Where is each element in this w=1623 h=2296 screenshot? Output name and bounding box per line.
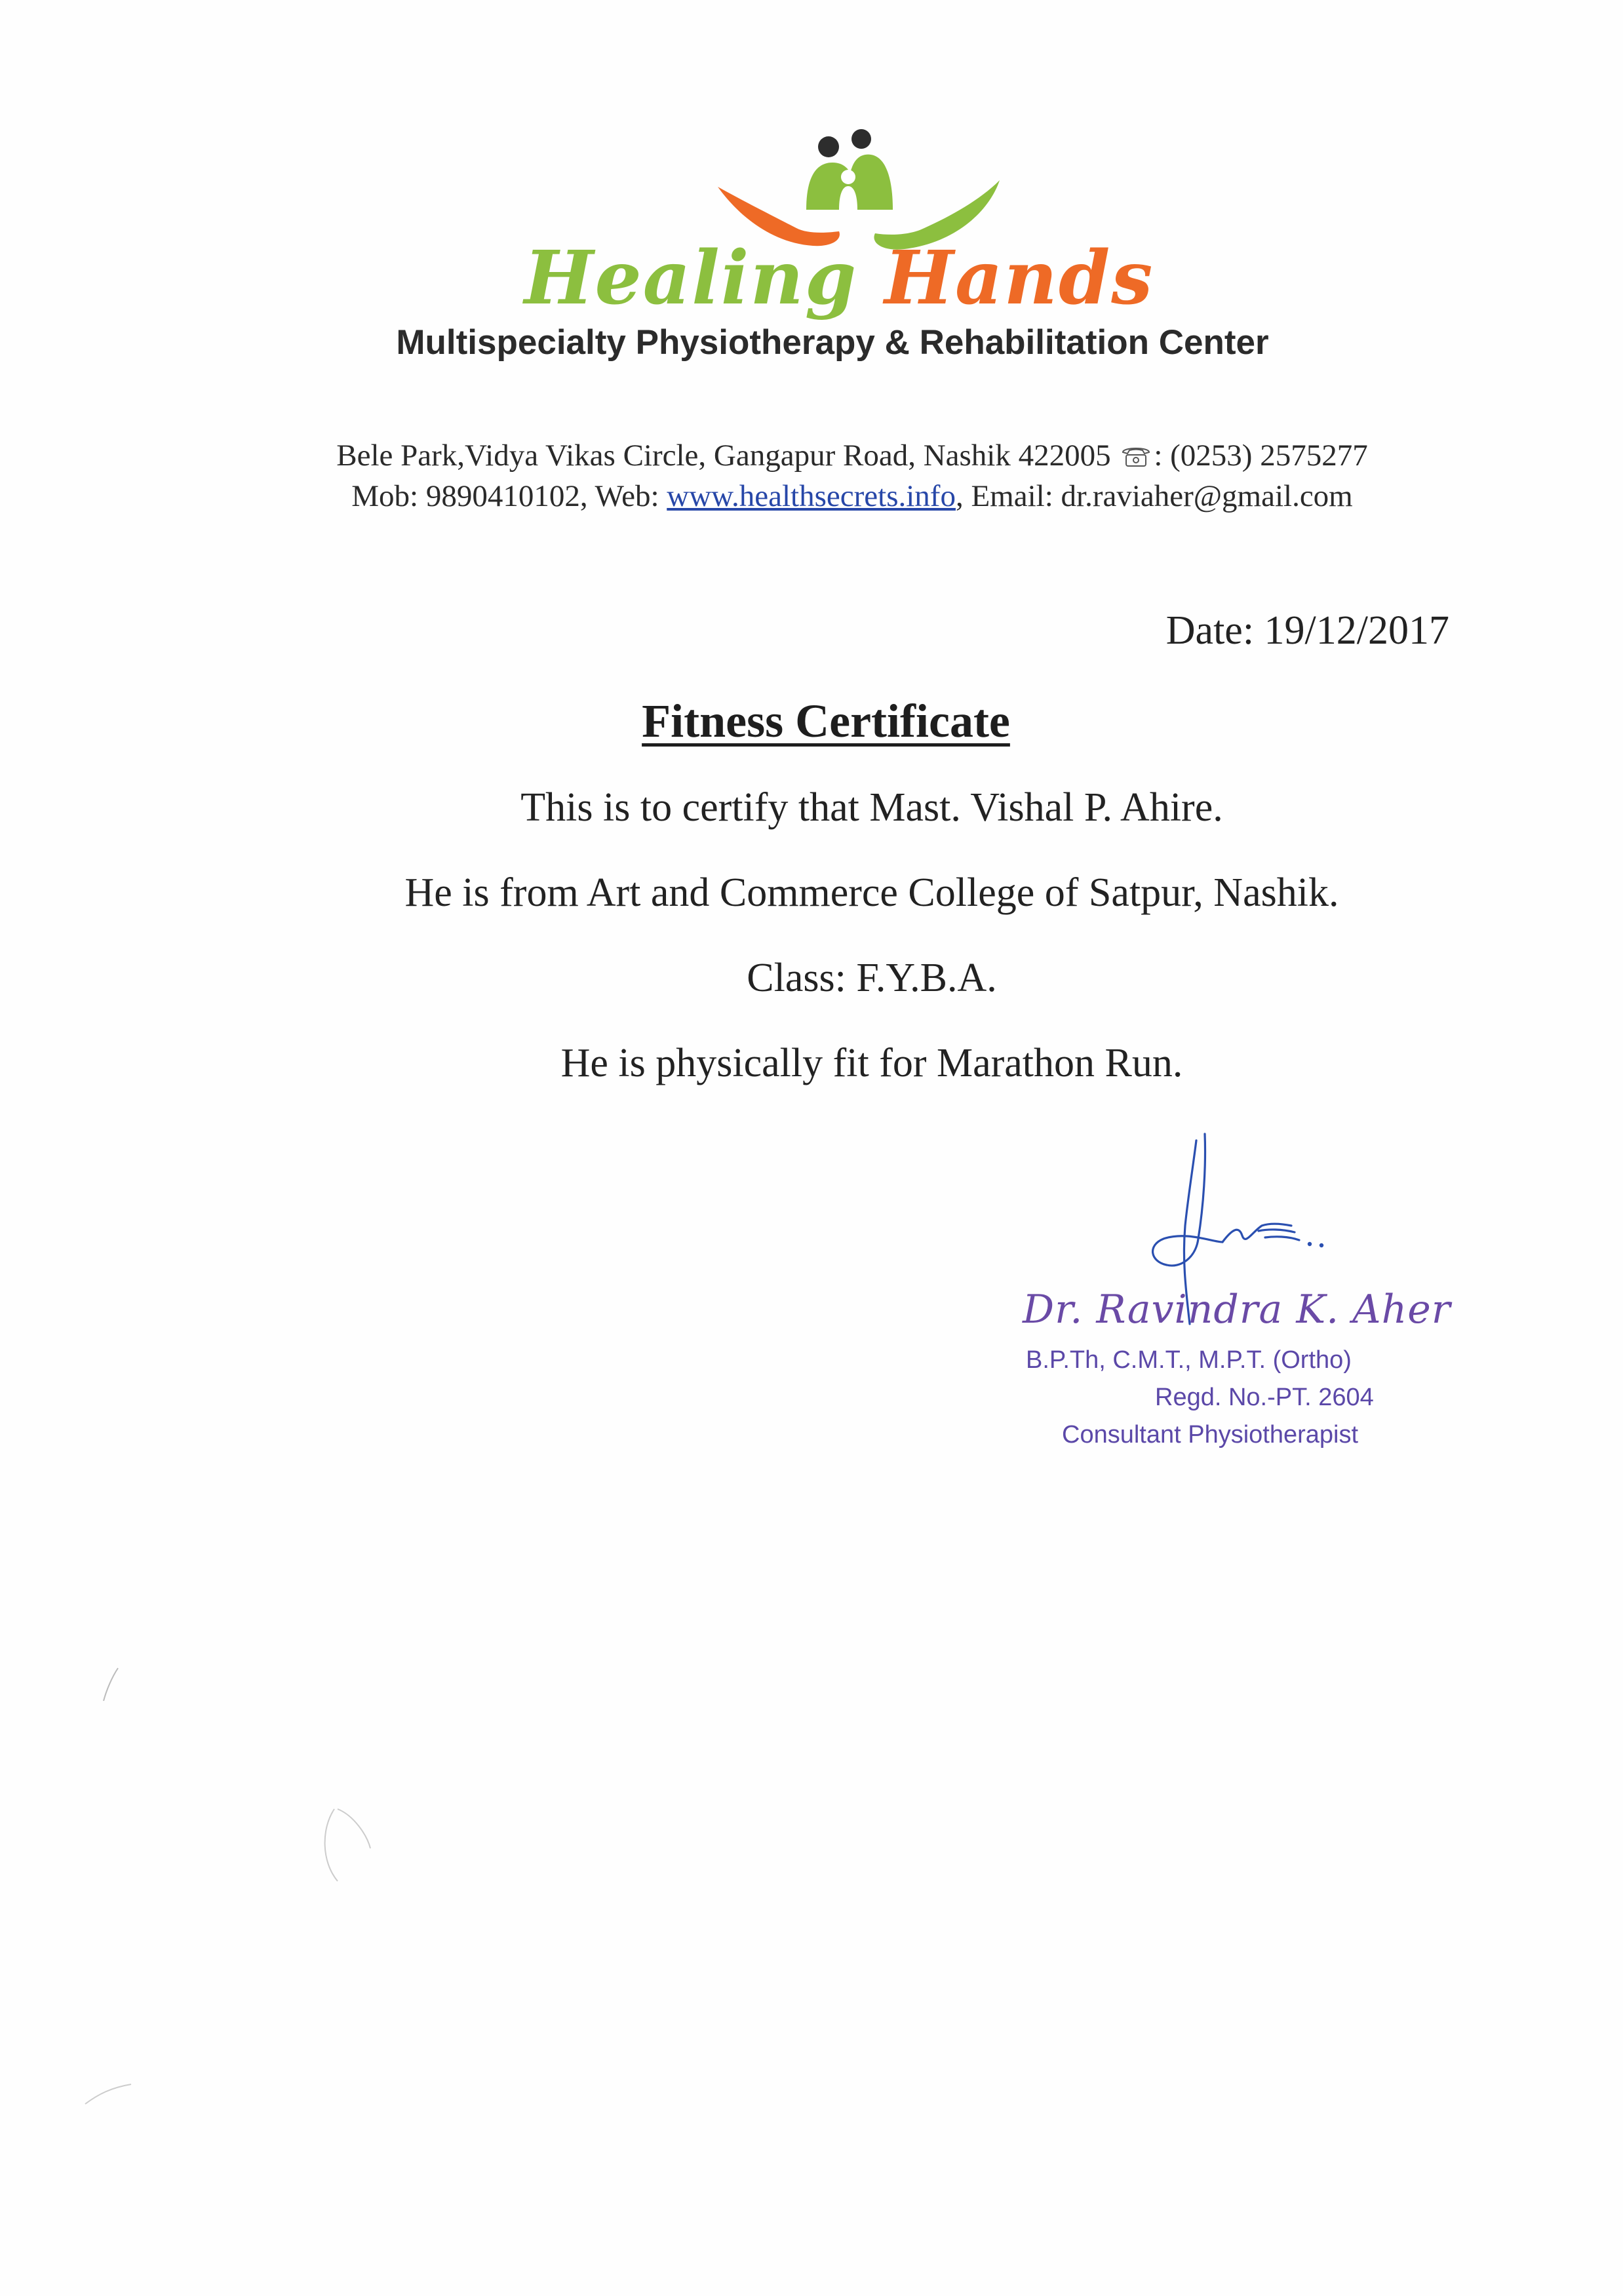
- logo-word-healing: Healing: [524, 235, 858, 321]
- scan-mark: [79, 2078, 138, 2111]
- website-link[interactable]: www.healthsecrets.info: [667, 479, 956, 513]
- certificate-body-line: This is to certify that Mast. Vishal P. Ahire.: [520, 785, 1223, 830]
- address-line-1: [131, 435, 1573, 476]
- certificate-title-text: Fitness Certificate: [642, 695, 1010, 747]
- stamp-doctor-name: Dr. Ravindra K. Aher: [1023, 1287, 1451, 1333]
- logo-wordmark: [518, 233, 1160, 324]
- logo-word-hands: Hands: [884, 235, 1154, 321]
- certificate-body-line: Class: F.Y.B.A.: [747, 956, 997, 1000]
- certificate-body-line: He is from Art and Commerce College of Satpur, Nashik.: [404, 870, 1339, 915]
- address-line-2: [131, 476, 1573, 516]
- stamp-qualifications: B.P.Th, C.M.T., M.P.T. (Ortho): [1026, 1346, 1352, 1374]
- certificate-title: [0, 691, 1623, 750]
- scan-mark: [98, 1665, 125, 1704]
- scan-mark: [308, 1802, 380, 1888]
- phone-number: : (0253) 2575277: [1154, 438, 1368, 473]
- stamp-registration: Regd. No.-PT. 2604: [1155, 1384, 1374, 1411]
- certificate-date: Date: 19/12/2017: [1165, 608, 1449, 653]
- telephone-icon: [1121, 444, 1151, 468]
- address-text: Bele Park,Vidya Vikas Circle, Gangapur Road, Nashik 422005: [336, 438, 1111, 473]
- certificate-body-line: He is physically fit for Marathon Run.: [560, 1041, 1183, 1085]
- stamp-designation: Consultant Physiotherapist: [1062, 1421, 1359, 1449]
- letterhead-tagline: Multispecialty Physiotherapy & Rehabilitation Center: [396, 323, 1269, 362]
- email-text: , Email: dr.raviaher@gmail.com: [955, 479, 1353, 513]
- mobile-web-label: Mob: 9890410102, Web:: [351, 479, 667, 513]
